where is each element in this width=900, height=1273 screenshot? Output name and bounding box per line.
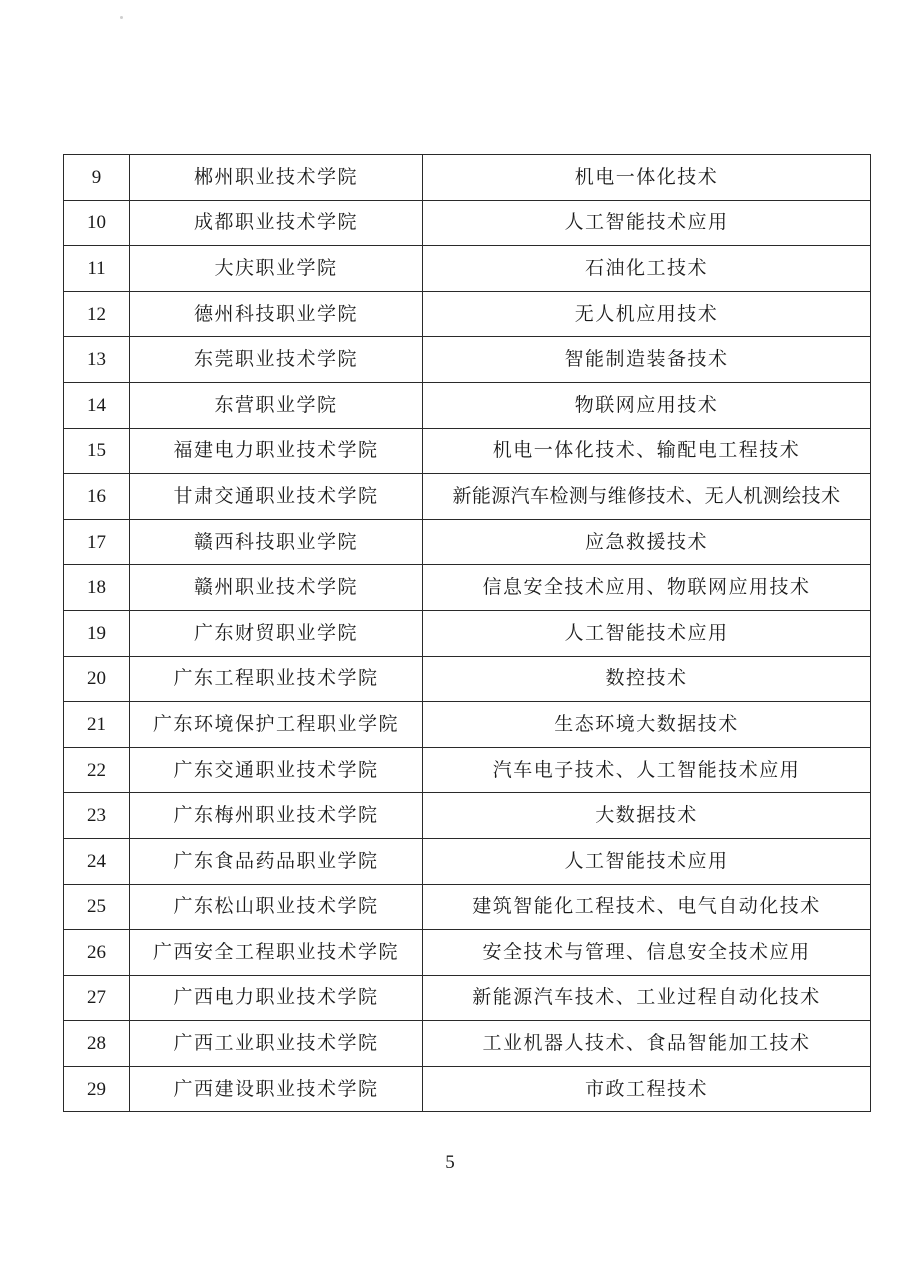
school-name: 广西电力职业技术学院	[130, 975, 423, 1021]
row-number: 10	[64, 200, 130, 246]
table-row	[64, 975, 871, 1021]
row-number: 24	[64, 838, 130, 884]
table-row	[64, 702, 871, 748]
major-list: 市政工程技术	[423, 1066, 871, 1112]
table-row	[64, 656, 871, 702]
scan-dot	[120, 16, 123, 19]
school-name: 广西建设职业技术学院	[130, 1066, 423, 1112]
institution-major-table	[63, 154, 871, 1112]
row-number: 29	[64, 1066, 130, 1112]
major-list: 新能源汽车技术、工业过程自动化技术	[423, 975, 871, 1021]
table-row	[64, 565, 871, 611]
table-row	[64, 246, 871, 292]
major-list: 人工智能技术应用	[423, 610, 871, 656]
table-row	[64, 337, 871, 383]
major-list: 数控技术	[423, 656, 871, 702]
row-number: 21	[64, 702, 130, 748]
school-name: 东莞职业技术学院	[130, 337, 423, 383]
row-number: 13	[64, 337, 130, 383]
row-number: 15	[64, 428, 130, 474]
school-name: 广东财贸职业学院	[130, 610, 423, 656]
major-list: 无人机应用技术	[423, 291, 871, 337]
school-name: 赣州职业技术学院	[130, 565, 423, 611]
row-number: 19	[64, 610, 130, 656]
major-list: 机电一体化技术、输配电工程技术	[423, 428, 871, 474]
major-list: 新能源汽车检测与维修技术、无人机测绘技术	[423, 474, 871, 520]
school-name: 福建电力职业技术学院	[130, 428, 423, 474]
row-number: 28	[64, 1021, 130, 1067]
table-row	[64, 930, 871, 976]
row-number: 11	[64, 246, 130, 292]
school-name: 赣西科技职业学院	[130, 519, 423, 565]
table-row	[64, 474, 871, 520]
school-name: 广东交通职业技术学院	[130, 747, 423, 793]
row-number: 26	[64, 930, 130, 976]
school-name: 广西安全工程职业技术学院	[130, 930, 423, 976]
major-list: 人工智能技术应用	[423, 838, 871, 884]
table-row	[64, 519, 871, 565]
major-list: 应急救援技术	[423, 519, 871, 565]
major-list: 工业机器人技术、食品智能加工技术	[423, 1021, 871, 1067]
school-name: 德州科技职业学院	[130, 291, 423, 337]
school-name: 东营职业学院	[130, 382, 423, 428]
school-name: 广东松山职业技术学院	[130, 884, 423, 930]
page-number: 5	[445, 1152, 455, 1173]
school-name: 广东工程职业技术学院	[130, 656, 423, 702]
school-name: 广东食品药品职业学院	[130, 838, 423, 884]
major-list: 智能制造装备技术	[423, 337, 871, 383]
table-row	[64, 291, 871, 337]
major-list: 信息安全技术应用、物联网应用技术	[423, 565, 871, 611]
row-number: 12	[64, 291, 130, 337]
table-row	[64, 1021, 871, 1067]
major-list: 机电一体化技术	[423, 155, 871, 201]
table-row	[64, 884, 871, 930]
table-row	[64, 200, 871, 246]
table-body	[64, 155, 871, 1112]
school-name: 成都职业技术学院	[130, 200, 423, 246]
row-number: 22	[64, 747, 130, 793]
row-number: 16	[64, 474, 130, 520]
row-number: 25	[64, 884, 130, 930]
major-list: 大数据技术	[423, 793, 871, 839]
major-list: 建筑智能化工程技术、电气自动化技术	[423, 884, 871, 930]
row-number: 20	[64, 656, 130, 702]
table-row	[64, 382, 871, 428]
school-name: 大庆职业学院	[130, 246, 423, 292]
table-row	[64, 610, 871, 656]
major-list: 石油化工技术	[423, 246, 871, 292]
school-name: 郴州职业技术学院	[130, 155, 423, 201]
table-row	[64, 1066, 871, 1112]
major-list: 生态环境大数据技术	[423, 702, 871, 748]
row-number: 18	[64, 565, 130, 611]
row-number: 27	[64, 975, 130, 1021]
table-row	[64, 793, 871, 839]
table-row	[64, 428, 871, 474]
school-name: 广东环境保护工程职业学院	[130, 702, 423, 748]
table-row	[64, 747, 871, 793]
table-row	[64, 155, 871, 201]
row-number: 14	[64, 382, 130, 428]
row-number: 17	[64, 519, 130, 565]
row-number: 9	[64, 155, 130, 201]
school-name: 广东梅州职业技术学院	[130, 793, 423, 839]
major-list: 人工智能技术应用	[423, 200, 871, 246]
major-list: 物联网应用技术	[423, 382, 871, 428]
major-list: 汽车电子技术、人工智能技术应用	[423, 747, 871, 793]
major-list: 安全技术与管理、信息安全技术应用	[423, 930, 871, 976]
school-name: 广西工业职业技术学院	[130, 1021, 423, 1067]
table-row	[64, 838, 871, 884]
row-number: 23	[64, 793, 130, 839]
school-name: 甘肃交通职业技术学院	[130, 474, 423, 520]
